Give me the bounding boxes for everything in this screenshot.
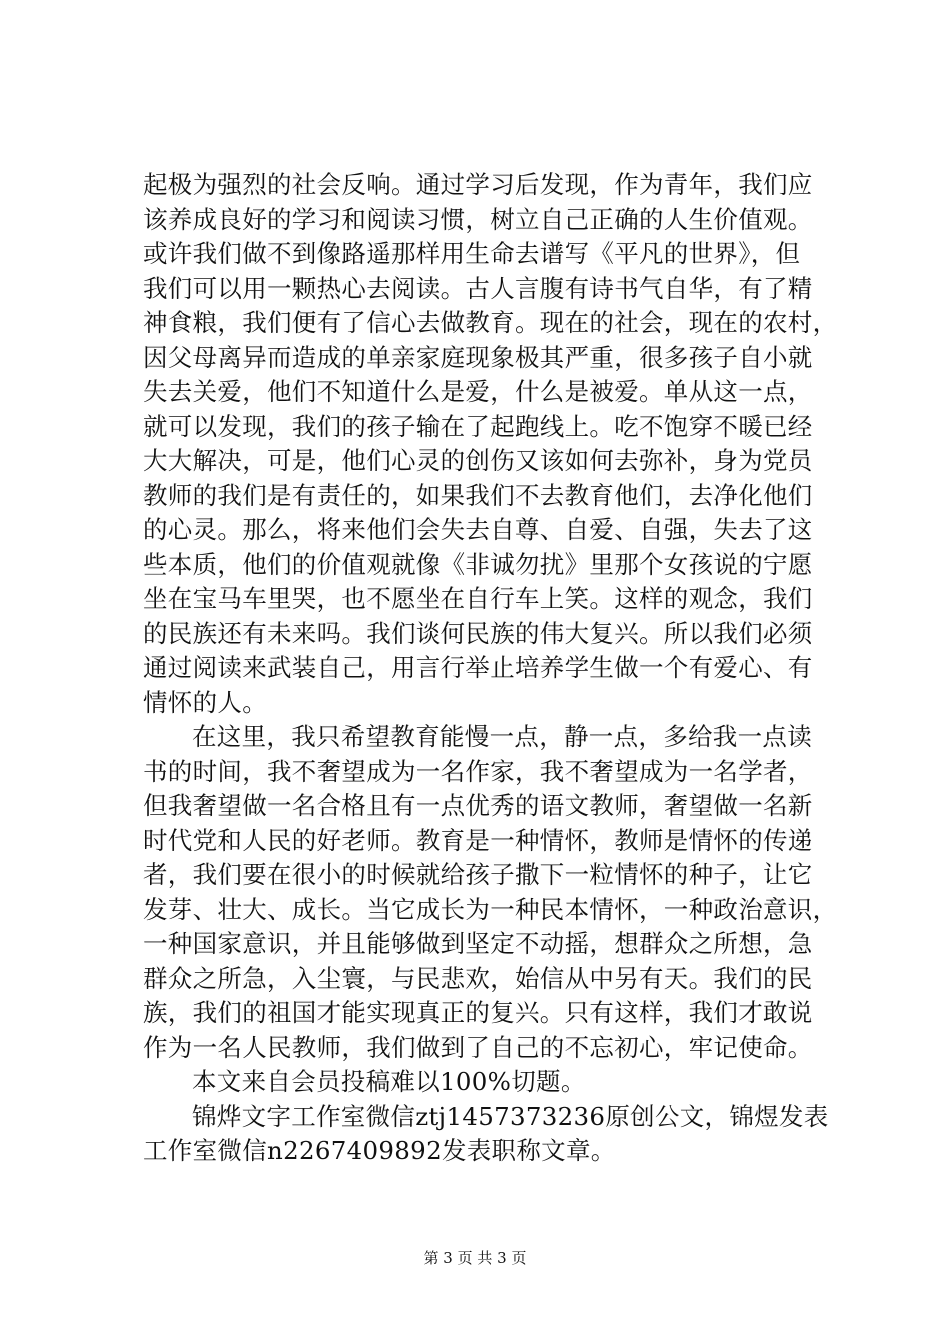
text-line: 大大解决，可是，他们心灵的创伤又该如何去弥补，身为党员 bbox=[143, 446, 813, 475]
paragraph-p4 bbox=[143, 1100, 833, 1169]
text-line: 群众之所急，入尘寰，与民悲欢，始信从中另有天。我们的民 bbox=[143, 963, 813, 993]
text-line: 因父母离异而造成的单亲家庭现象极其严重，很多孩子自小就 bbox=[143, 342, 813, 372]
text-line: 锦烨文字工作室微信ztj1457373236原创公文，锦煜发表 bbox=[192, 1101, 829, 1131]
text-line: 通过阅读来武装自己，用言行举止培养学生做一个有爱心、有 bbox=[143, 653, 813, 682]
text-line: 发芽、壮大、成长。当它成长为一种民本情怀，一种政治意识， bbox=[143, 894, 838, 924]
text-line: 本文来自会员投稿难以100%切题。 bbox=[192, 1067, 586, 1096]
text-line: 起极为强烈的社会反响。通过学习后发现，作为青年，我们应 bbox=[143, 170, 813, 199]
text-line: 坐在宝马车里哭，也不愿坐在自行车上笑。这样的观念，我们 bbox=[143, 584, 813, 613]
text-line: 但我奢望做一名合格且有一点优秀的语文教师，奢望做一名新 bbox=[143, 791, 813, 820]
text-line: 或许我们做不到像路遥那样用生命去谱写《平凡的世界》，但 bbox=[143, 239, 801, 268]
text-line: 情怀的人。 bbox=[143, 687, 267, 717]
text-line: 就可以发现，我们的孩子输在了起跑线上。吃不饱穿不暖已经 bbox=[143, 411, 813, 441]
text-line: 工作室微信n2267409892发表职称文章。 bbox=[143, 1136, 616, 1165]
paragraph-p1 bbox=[143, 168, 838, 720]
text-line: 些本质，他们的价值观就像《非诚勿扰》里那个女孩说的宁愿 bbox=[143, 549, 813, 579]
text-line: 该养成良好的学习和阅读习惯，树立自己正确的人生价值观。 bbox=[143, 204, 813, 234]
text-line: 一种国家意识，并且能够做到坚定不动摇，想群众之所想，急 bbox=[143, 929, 813, 958]
text-line: 神食粮，我们便有了信心去做教育。现在的社会，现在的农村， bbox=[143, 308, 838, 337]
text-line: 作为一名人民教师，我们做到了自己的不忘初心，牢记使命。 bbox=[143, 1032, 813, 1062]
text-line: 的民族还有未来吗。我们谈何民族的伟大复兴。所以我们必须 bbox=[143, 618, 813, 648]
text-line: 我们可以用一颗热心去阅读。古人言腹有诗书气自华，有了精 bbox=[143, 273, 813, 303]
page-footer: 第 3 页 共 3 页 bbox=[423, 1249, 527, 1267]
text-line: 时代党和人民的好老师。教育是一种情怀，教师是情怀的传递 bbox=[143, 825, 813, 855]
document-body bbox=[143, 168, 838, 1169]
text-line: 的心灵。那么，将来他们会失去自尊、自爱、自强，失去了这 bbox=[143, 515, 813, 544]
paragraph-p3 bbox=[143, 1065, 833, 1100]
text-line: 书的时间，我不奢望成为一名作家，我不奢望成为一名学者， bbox=[143, 756, 813, 786]
text-line: 教师的我们是有责任的，如果我们不去教育他们，去净化他们 bbox=[143, 480, 813, 510]
text-line: 族，我们的祖国才能实现真正的复兴。只有这样，我们才敢说 bbox=[143, 998, 813, 1027]
text-line: 者，我们要在很小的时候就给孩子撒下一粒情怀的种子，让它 bbox=[143, 860, 813, 889]
paragraph-p2 bbox=[143, 720, 838, 1065]
text-line: 失去关爱，他们不知道什么是爱，什么是被爱。单从这一点， bbox=[143, 377, 813, 406]
text-line: 在这里，我只希望教育能慢一点，静一点，多给我一点读 bbox=[192, 722, 812, 751]
